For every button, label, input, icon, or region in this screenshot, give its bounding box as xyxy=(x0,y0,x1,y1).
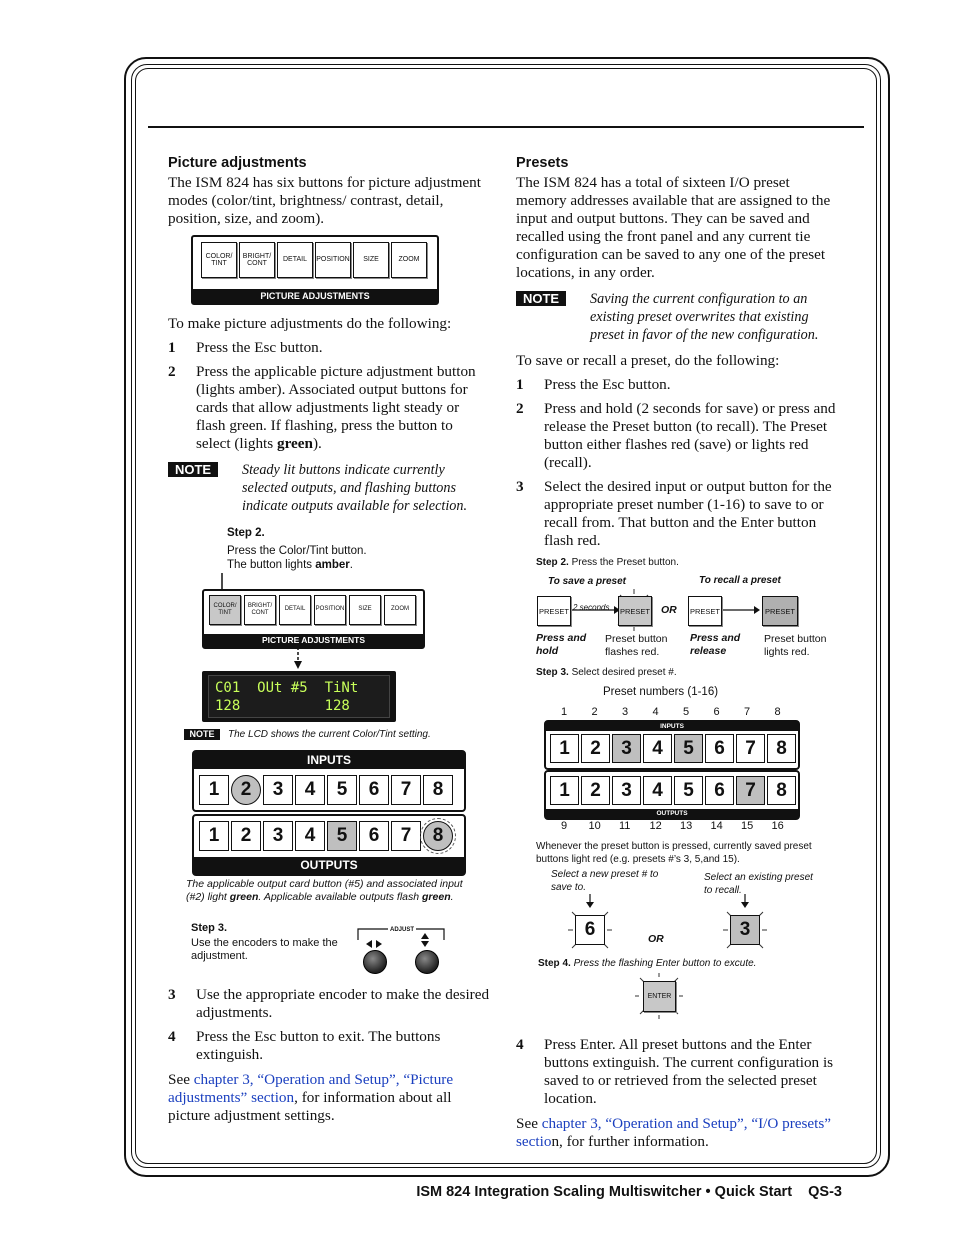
lcd-line-2: 128 128 xyxy=(215,698,350,714)
preset-number-label: 2 xyxy=(591,706,598,718)
section-heading-picture-adjustments: Picture adjustments xyxy=(168,155,307,171)
input-button-8[interactable]: 8 xyxy=(423,775,453,805)
flashes-red-label: Preset button flashes red. xyxy=(605,633,668,658)
outputs-label: OUTPUTS xyxy=(194,857,464,874)
preset-input-4[interactable]: 4 xyxy=(643,734,672,763)
preset-button-flashing[interactable]: PRESET xyxy=(618,596,652,626)
lcd-note-badge: NOTE xyxy=(184,729,220,740)
output-button-6[interactable]: 6 xyxy=(359,821,389,851)
lcd-display xyxy=(202,671,396,722)
note-badge: NOTE xyxy=(168,462,218,477)
color-tint-button[interactable]: COLOR/ TINT xyxy=(201,242,237,278)
preset-inputs-label: INPUTS xyxy=(546,722,798,731)
panel-label: PICTURE ADJUSTMENTS xyxy=(204,634,423,647)
step3-text: Use the encoders to make the adjustment. xyxy=(191,937,338,962)
right-column-bottom xyxy=(516,1036,840,1151)
preset-input-1[interactable]: 1 xyxy=(550,734,579,763)
preset-output-7[interactable]: 7 xyxy=(736,776,765,805)
right-step-1: 1 Press the Esc button. xyxy=(516,376,671,393)
output-button-2[interactable]: 2 xyxy=(231,821,261,851)
picture-adjustments-link[interactable]: chapter 3, “Operation and Setup”, “Picture adjustments” section xyxy=(168,1071,454,1106)
output-button-8[interactable]: 8 xyxy=(423,821,453,851)
preset-step2: Step 2. Press the Preset button. xyxy=(536,557,679,568)
zoom-button[interactable]: ZOOM xyxy=(384,595,416,625)
bright-cont-button[interactable]: BRIGHT/ CONT xyxy=(244,595,276,625)
whenever-text: Whenever the preset button is pressed, currently saved preset buttons light red (e.g. presets #’s 3, 5,and 15). xyxy=(536,841,812,865)
preset-number-label: 3 xyxy=(622,706,629,718)
left-intro: The ISM 824 has six buttons for picture adjustment modes (color/tint, brightness/ contrast, detail, position, size, and zoom). xyxy=(168,174,481,227)
right-note: NOTE Saving the current configuration to an existing preset overwrites that existing preset in favor of the new configuration. xyxy=(516,290,840,344)
two-seconds-label: 2 seconds xyxy=(573,603,610,612)
right-step-2: 2 Press and hold (2 seconds for save) or press and release the Preset button (to recall). The Preset button either flashes red (save) or lights red (recall). xyxy=(516,400,836,471)
press-release-label: Press and release xyxy=(690,632,741,657)
lights-red-label: Preset button lights red. xyxy=(764,633,827,658)
input-button-7[interactable]: 7 xyxy=(391,775,421,805)
step2-line1: Press the Color/Tint button. xyxy=(227,545,367,557)
zoom-button[interactable]: ZOOM xyxy=(391,242,427,278)
preset-input-2[interactable]: 2 xyxy=(581,734,610,763)
recall-preset-label: To recall a preset xyxy=(699,575,781,586)
lcd-note: The LCD shows the current Color/Tint setting. xyxy=(228,729,431,740)
left-column-top xyxy=(168,154,490,228)
input-button-2[interactable]: 2 xyxy=(231,775,261,805)
page-footer xyxy=(416,1184,842,1200)
input-button-4[interactable]: 4 xyxy=(295,775,325,805)
right-step-3: 3 Select the desired input or output button for the appropriate preset number (1-16) to save to or recall from. That button and the Enter button flash red. xyxy=(516,478,832,549)
save-preset-label: To save a preset xyxy=(548,576,627,587)
preset-number-label: 9 xyxy=(561,820,568,832)
preset-number-label: 1 xyxy=(561,706,568,718)
input-button-5[interactable]: 5 xyxy=(327,775,357,805)
color-tint-button-lit[interactable]: COLOR/ TINT xyxy=(209,595,241,625)
outputs-panel xyxy=(192,814,466,876)
left-note: NOTE Steady lit buttons indicate currently selected outputs, and flashing buttons indicate outputs available for selection. xyxy=(168,461,490,515)
left-steps xyxy=(168,315,490,515)
panel-label: PICTURE ADJUSTMENTS xyxy=(193,289,437,303)
detail-button[interactable]: DETAIL xyxy=(277,242,313,278)
preset-number-label: 4 xyxy=(652,706,659,718)
left-see-also: See chapter 3, “Operation and Setup”, “Picture adjustments” section, for information about all picture adjustment settings. xyxy=(168,1071,454,1124)
left-step-1: 1 Press the Esc button. xyxy=(168,339,323,356)
adjust-label: ADJUST xyxy=(388,924,416,937)
preset-output-6[interactable]: 6 xyxy=(705,776,734,805)
output-button-7[interactable]: 7 xyxy=(391,821,421,851)
preset-button-lit[interactable]: PRESET xyxy=(762,596,798,626)
position-button[interactable]: POSITION xyxy=(315,242,351,278)
preset-input-5[interactable]: 5 xyxy=(674,734,703,763)
right-see-also: See chapter 3, “Operation and Setup”, “I/O presets” section, for further information. xyxy=(516,1115,832,1150)
or-label-1: OR xyxy=(661,604,677,616)
press-hold-label: Press and hold xyxy=(536,632,587,657)
select-new-text: Select a new preset # to save to. xyxy=(551,869,659,893)
inputs-label: INPUTS xyxy=(194,752,464,769)
preset-inputs-panel xyxy=(544,720,800,770)
enter-button[interactable]: ENTER xyxy=(643,981,676,1012)
picture-adjustments-panel-step2 xyxy=(202,589,425,649)
preset-button-recall-before[interactable]: PRESET xyxy=(688,596,722,626)
preset-number-label: 7 xyxy=(744,706,751,718)
header-rule xyxy=(148,126,864,128)
preset-number-label: 10 xyxy=(588,820,601,832)
left-step-4: 4 Press the Esc button to exit. The buttons extinguish. xyxy=(168,1028,441,1063)
io-presets-link[interactable]: chapter 3, “Operation and Setup”, “I/O presets” sectio xyxy=(516,1115,832,1150)
step3-title: Step 3. xyxy=(191,922,228,934)
left-step-3: 3 Use the appropriate encoder to make the desired adjustments. xyxy=(168,986,490,1021)
preset-step3: Step 3. Select desired preset #. xyxy=(536,667,677,678)
preset-number-label: 5 xyxy=(683,706,690,718)
preset-button-6[interactable]: 6 xyxy=(575,915,605,945)
preset-number-label: 15 xyxy=(741,820,754,832)
preset-outputs-label: OUTPUTS xyxy=(546,809,798,818)
preset-number-label: 11 xyxy=(619,820,631,832)
input-button-6[interactable]: 6 xyxy=(359,775,389,805)
preset-step4: Step 4. Press the flashing Enter button to excute. xyxy=(538,958,757,969)
output-button-1[interactable]: 1 xyxy=(199,821,229,851)
preset-button-3[interactable]: 3 xyxy=(730,915,760,945)
step2-line2: The button lights amber. xyxy=(227,559,353,571)
inputs-panel xyxy=(192,750,466,812)
detail-button[interactable]: DETAIL xyxy=(279,595,311,625)
picture-adjustments-panel xyxy=(191,235,439,305)
output-button-5[interactable]: 5 xyxy=(327,821,357,851)
preset-output-8[interactable]: 8 xyxy=(767,776,796,805)
preset-number-label: 12 xyxy=(649,820,662,832)
preset-input-8[interactable]: 8 xyxy=(767,734,796,763)
input-button-1[interactable]: 1 xyxy=(199,775,229,805)
preset-number-label: 8 xyxy=(774,706,781,718)
footer-title: ISM 824 Integration Scaling Multiswitcher • Quick Start xyxy=(416,1184,793,1200)
input-button-3[interactable]: 3 xyxy=(263,775,293,805)
size-button[interactable]: SIZE xyxy=(353,242,389,278)
recall-arrow xyxy=(722,602,762,618)
preset-button-save-before[interactable]: PRESET xyxy=(537,596,571,626)
section-heading-presets: Presets xyxy=(516,155,569,171)
preset-number-label: 14 xyxy=(710,820,723,832)
vertical-encoder-knob[interactable] xyxy=(415,950,439,974)
right-intro: The ISM 824 has a total of sixteen I/O preset memory addresses available that are assigned to the input and output buttons. They can be saved and recalled using the front panel and any current tie configuration can be saved to any one of the preset locations, in any order. xyxy=(516,174,831,281)
lcd-line-1: C01 OUt #5 TiNt xyxy=(215,680,359,696)
position-button[interactable]: POSITION xyxy=(314,595,346,625)
preset-output-2[interactable]: 2 xyxy=(581,776,610,805)
inputs-outputs-caption: The applicable output card button (#5) and associated input (#2) light green. Applicable available outputs flash green. xyxy=(186,878,463,903)
or-label-2: OR xyxy=(648,933,664,945)
preset-output-1[interactable]: 1 xyxy=(550,776,579,805)
left-step-2: 2 Press the applicable picture adjustment button (lights amber). Associated output buttons for cards that allow adjustments light steady or flash green. If flashing, press the button to select (lights green). xyxy=(168,363,476,452)
right-step-4: 4 Press Enter. All preset buttons and the Enter buttons extinguish. The current configuration is saved to or retrieved from the selected preset location. xyxy=(516,1036,834,1107)
page-number: QS-3 xyxy=(808,1184,842,1200)
preset-outputs-panel xyxy=(544,770,800,820)
bright-cont-button[interactable]: BRIGHT/ CONT xyxy=(239,242,275,278)
select-existing-text: Select an existing preset to recall. xyxy=(704,872,813,896)
left-lead: To make picture adjustments do the following: xyxy=(168,315,452,332)
right-column-top xyxy=(516,154,840,550)
preset-number-label: 6 xyxy=(713,706,720,718)
preset-input-7[interactable]: 7 xyxy=(736,734,765,763)
left-column-bottom xyxy=(168,986,490,1125)
size-button[interactable]: SIZE xyxy=(349,595,381,625)
step2-title: Step 2. xyxy=(227,527,265,539)
right-lead: To save or recall a preset, do the following: xyxy=(516,352,780,369)
preset-number-label: 16 xyxy=(771,820,784,832)
preset-input-3[interactable]: 3 xyxy=(612,734,641,763)
preset-input-6[interactable]: 6 xyxy=(705,734,734,763)
preset-numbers-title: Preset numbers (1-16) xyxy=(603,686,719,698)
horizontal-encoder-knob[interactable] xyxy=(363,950,387,974)
output-button-3[interactable]: 3 xyxy=(263,821,293,851)
preset-output-3[interactable]: 3 xyxy=(612,776,641,805)
output-button-4[interactable]: 4 xyxy=(295,821,325,851)
preset-output-5[interactable]: 5 xyxy=(674,776,703,805)
preset-output-4[interactable]: 4 xyxy=(643,776,672,805)
preset-number-label: 13 xyxy=(680,820,693,832)
